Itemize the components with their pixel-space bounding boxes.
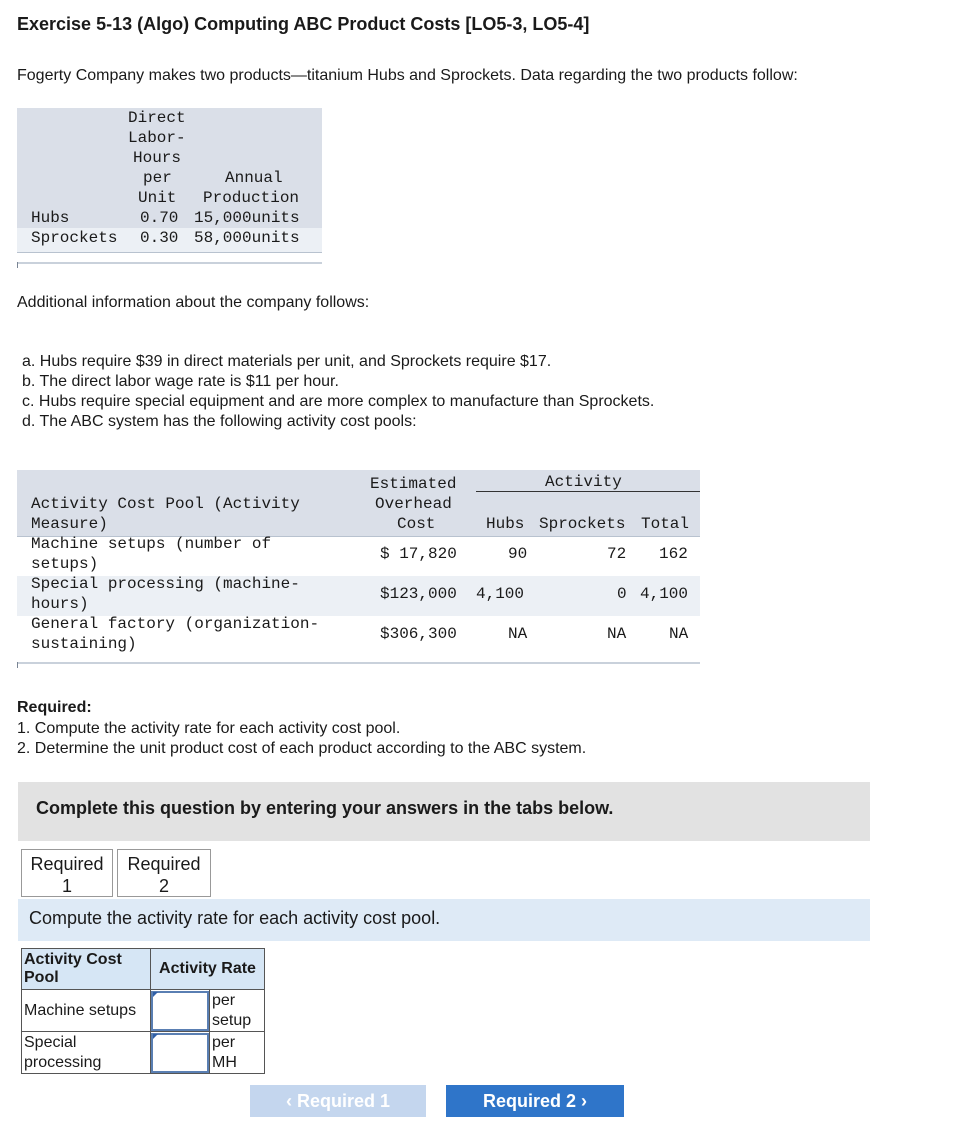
unit-cell-per-setup: per setup bbox=[210, 990, 265, 1032]
product-table-baseline bbox=[17, 262, 322, 264]
dl-header-line-5: Unit bbox=[138, 189, 177, 207]
machine-total: 162 bbox=[659, 545, 688, 563]
tab-prompt bbox=[18, 899, 870, 941]
pool-general-line-1: General factory (organization- bbox=[31, 615, 320, 633]
required-heading: Required: bbox=[17, 699, 92, 716]
machine-sprockets: 72 bbox=[607, 545, 627, 563]
info-list bbox=[22, 352, 654, 432]
tab-1-line-1: Required bbox=[30, 854, 104, 874]
product-table-divider bbox=[17, 252, 322, 253]
col-activity-rate: Activity Rate bbox=[151, 949, 265, 990]
instruction-banner bbox=[18, 782, 870, 841]
required-list bbox=[17, 719, 586, 759]
general-hubs: NA bbox=[508, 625, 528, 643]
intro-text: Fogerty Company makes two products—titanium Hubs and Sprockets. Data regarding the two products follow: bbox=[17, 67, 798, 84]
row-hubs-dlh: 0.70 bbox=[140, 209, 179, 227]
info-item-d: d. The ABC system has the following activity cost pools: bbox=[22, 413, 417, 430]
pool-machine-line-2: setups) bbox=[31, 555, 99, 573]
pool-cell-machine-setups: Machine setups bbox=[22, 990, 151, 1032]
row-sprockets-name: Sprockets bbox=[31, 229, 118, 247]
machine-hubs: 90 bbox=[508, 545, 528, 563]
prompt-text: Compute the activity rate for each activity cost pool. bbox=[29, 908, 441, 928]
est-header-line-3: Cost bbox=[397, 515, 436, 533]
row-hubs-name: Hubs bbox=[31, 209, 70, 227]
banner-text: Complete this question by entering your answers in the tabs below. bbox=[36, 798, 614, 818]
required-item-2: 2. Determine the unit product cost of each product according to the ABC system. bbox=[17, 740, 587, 757]
info-item-b: b. The direct labor wage rate is $11 per hour. bbox=[22, 373, 339, 390]
est-header-line-1: Estimated bbox=[370, 475, 457, 493]
rate-cell-special bbox=[151, 1032, 210, 1074]
previous-required-1-button[interactable] bbox=[250, 1085, 426, 1117]
chevron-left-icon: ‹ bbox=[285, 1091, 292, 1111]
special-sprockets: 0 bbox=[617, 585, 627, 603]
pool-machine-line-1: Machine setups (number of bbox=[31, 535, 272, 553]
activity-table-tick bbox=[17, 662, 18, 668]
ap-header-line-1: Annual bbox=[225, 169, 283, 187]
tab-2-line-2: 2 bbox=[158, 876, 169, 896]
est-header-line-2: Overhead bbox=[375, 495, 452, 513]
col-activity-cost-pool: Activity Cost Pool bbox=[22, 949, 151, 990]
dl-header-line-3: Hours bbox=[133, 149, 182, 167]
tab-1-line-2: 1 bbox=[61, 876, 72, 896]
dl-header-line-1: Direct bbox=[128, 109, 186, 127]
prev-label: Required 1 bbox=[296, 1091, 391, 1111]
pool-header-line-2: Measure) bbox=[31, 515, 108, 533]
general-total: NA bbox=[669, 625, 689, 643]
info-item-a: a. Hubs require $39 in direct materials per unit, and Sprockets require $17. bbox=[22, 353, 552, 370]
pool-cell-special-processing: Special processing bbox=[22, 1032, 151, 1074]
required-item-1: 1. Compute the activity rate for each activity cost pool. bbox=[17, 720, 401, 737]
rate-cell-machine bbox=[151, 990, 210, 1032]
next-required-2-button[interactable] bbox=[446, 1085, 624, 1117]
input-marker bbox=[153, 992, 158, 997]
activity-table-baseline bbox=[17, 662, 700, 664]
tab-2-line-1: Required bbox=[127, 854, 201, 874]
tab-required-1[interactable] bbox=[21, 849, 113, 897]
special-cost: $123,000 bbox=[380, 585, 457, 603]
pool-header-line-1: Activity Cost Pool (Activity bbox=[31, 495, 300, 513]
activity-rate-table bbox=[21, 948, 265, 1074]
special-total: 4,100 bbox=[640, 585, 689, 603]
activity-header: Activity bbox=[545, 473, 622, 491]
ap-header-line-2: Production bbox=[203, 189, 300, 207]
pool-general-line-2: sustaining) bbox=[31, 635, 137, 653]
row-sprockets-prod: 58,000units bbox=[194, 229, 300, 247]
row-sprockets-dlh: 0.30 bbox=[140, 229, 179, 247]
pool-special-line-2: hours) bbox=[31, 595, 89, 613]
sprockets-header: Sprockets bbox=[539, 515, 626, 533]
next-label: Required 2 bbox=[482, 1091, 576, 1111]
chevron-right-icon: › bbox=[581, 1091, 588, 1111]
tab-required-2[interactable] bbox=[117, 849, 211, 897]
general-sprockets: NA bbox=[607, 625, 627, 643]
input-marker bbox=[153, 1034, 158, 1039]
product-table-tick bbox=[17, 262, 18, 268]
hubs-header: Hubs bbox=[486, 515, 525, 533]
dl-header-line-2: Labor- bbox=[128, 129, 186, 147]
info-item-c: c. Hubs require special equipment and are more complex to manufacture than Sprockets. bbox=[22, 393, 655, 410]
exercise-title: Exercise 5-13 (Algo) Computing ABC Product Costs [LO5-3, LO5-4] bbox=[17, 14, 590, 34]
unit-cell-per-mh: per MH bbox=[210, 1032, 265, 1074]
machine-cost: $ 17,820 bbox=[380, 545, 457, 563]
general-cost: $306,300 bbox=[380, 625, 457, 643]
pool-special-line-1: Special processing (machine- bbox=[31, 575, 300, 593]
additional-info-text: Additional information about the company follows: bbox=[17, 294, 370, 311]
special-hubs: 4,100 bbox=[476, 585, 525, 603]
total-header: Total bbox=[641, 515, 690, 533]
special-processing-rate-input[interactable] bbox=[151, 1033, 209, 1073]
row-hubs-prod: 15,000units bbox=[194, 209, 300, 227]
dl-header-line-4: per bbox=[143, 169, 172, 187]
machine-setups-rate-input[interactable] bbox=[151, 991, 209, 1031]
